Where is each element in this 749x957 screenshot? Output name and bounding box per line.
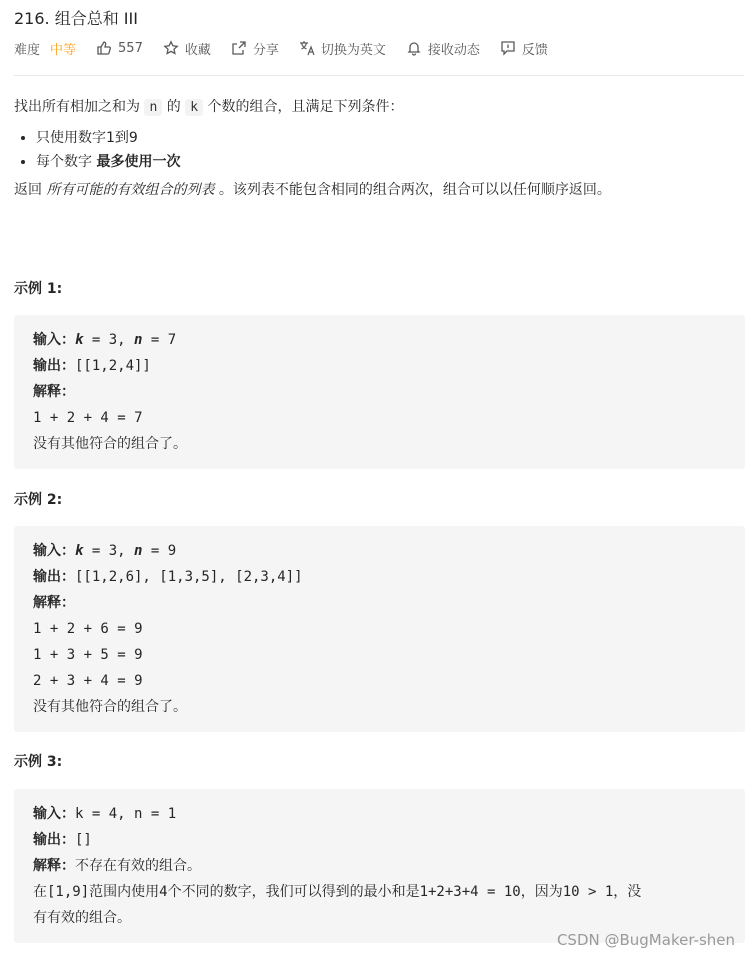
example-output xyxy=(33,353,726,379)
share-label: 分享 xyxy=(252,42,279,58)
explain-label: 解释： xyxy=(33,384,75,400)
example-box xyxy=(14,789,745,943)
switch-language-label: 切换为英文 xyxy=(320,42,386,58)
output-label: 输出： xyxy=(33,832,75,848)
subscribe-button[interactable] xyxy=(406,39,480,58)
explain-line: 2 + 3 + 4 = 9 xyxy=(33,673,143,689)
output-value: [[1,2,4]] xyxy=(75,358,151,374)
output-label: 输出： xyxy=(33,358,75,374)
example-explain xyxy=(33,590,726,616)
return-paragraph xyxy=(14,179,744,201)
output-label: 输出： xyxy=(33,569,75,585)
feedback-button[interactable] xyxy=(500,39,548,58)
explain-line: 1 + 2 + 6 = 9 xyxy=(33,621,143,637)
condition-emphasis: 最多使用一次 xyxy=(96,154,181,170)
bell-icon xyxy=(406,40,422,56)
var-k: k xyxy=(75,543,84,559)
output-value: [[1,2,6], [1,3,5], [2,3,4]] xyxy=(75,569,303,585)
desc-text: 的 xyxy=(166,99,181,115)
example-output xyxy=(33,564,726,590)
example-output xyxy=(33,827,726,853)
return-text: 。该列表不能包含相同的组合两次，组合可以以任何顺序返回。 xyxy=(218,182,611,198)
feedback-icon xyxy=(500,40,516,56)
problem-toolbar xyxy=(14,38,568,58)
input-label: 输入： xyxy=(33,332,75,348)
thumbs-up-icon xyxy=(96,40,112,56)
input-value: = 9 xyxy=(142,543,177,559)
condition-item xyxy=(36,151,744,173)
var-n: n xyxy=(134,543,143,559)
desc-text: 找出所有相加之和为 xyxy=(14,99,140,115)
input-label: 输入： xyxy=(33,543,75,559)
condition-item xyxy=(36,127,744,149)
input-label: 输入： xyxy=(33,806,75,822)
feedback-label: 反馈 xyxy=(521,42,548,58)
return-text: 返回 xyxy=(14,182,42,198)
example-input xyxy=(33,327,726,353)
page-title: 216. 组合总和 III xyxy=(14,9,138,28)
return-emphasis: 所有可能的有效组合的列表 xyxy=(46,182,215,198)
difficulty-value: 中等 xyxy=(50,42,77,58)
subscribe-label: 接收动态 xyxy=(427,42,480,58)
share-icon xyxy=(231,40,247,56)
explain-note: 没有其他符合的组合了。 xyxy=(33,699,187,715)
collect-label: 收藏 xyxy=(184,42,211,58)
example-box xyxy=(14,315,745,469)
problem-description xyxy=(14,96,744,201)
condition-list xyxy=(14,127,744,173)
share-button[interactable] xyxy=(231,39,279,58)
var-n: n xyxy=(134,332,143,348)
example-title: 示例 1: xyxy=(14,281,63,297)
condition-text: 每个数字 xyxy=(36,154,92,170)
example-explain xyxy=(33,853,726,879)
output-value: [] xyxy=(75,832,92,848)
example-box xyxy=(14,526,745,732)
inline-code-n: n xyxy=(144,99,162,116)
explain-label: 解释： xyxy=(33,858,75,874)
collect-button[interactable] xyxy=(163,39,211,58)
inline-code-k: k xyxy=(185,99,203,116)
input-value: k = 4, n = 1 xyxy=(75,806,177,822)
example-explain xyxy=(33,379,726,405)
example-title: 示例 2: xyxy=(14,492,63,508)
explain-note: 有有效的组合。 xyxy=(33,910,131,926)
star-icon xyxy=(163,40,179,56)
desc-text: 个数的组合，且满足下列条件： xyxy=(207,99,404,115)
var-k: k xyxy=(75,332,84,348)
input-value: = 3, xyxy=(83,332,135,348)
difficulty-label: 难度 xyxy=(14,42,41,58)
explain-label: 解释： xyxy=(33,595,75,611)
description-paragraph xyxy=(14,96,744,119)
difficulty xyxy=(14,39,76,58)
example-title: 示例 3: xyxy=(14,754,63,770)
input-value: = 7 xyxy=(142,332,177,348)
watermark: CSDN @BugMaker-shen xyxy=(556,931,735,949)
translate-icon xyxy=(299,40,315,56)
example-input xyxy=(33,538,726,564)
input-value: = 3, xyxy=(83,543,135,559)
like-count: 557 xyxy=(118,40,143,56)
explain-line: 1 + 3 + 5 = 9 xyxy=(33,647,143,663)
explain-note: 没有其他符合的组合了。 xyxy=(33,436,187,452)
divider xyxy=(14,75,744,76)
explain-note: 在[1,9]范围内使用4个不同的数字，我们可以得到的最小和是1+2+3+4 = 10，因为10 > 1，没 xyxy=(33,884,642,900)
condition-text: 只使用数字1到9 xyxy=(36,130,138,146)
example-input xyxy=(33,801,726,827)
switch-language-button[interactable] xyxy=(299,39,386,58)
explain-line: 1 + 2 + 4 = 7 xyxy=(33,410,143,426)
like-button[interactable] xyxy=(96,40,143,56)
explain-text: 不存在有效的组合。 xyxy=(75,858,201,874)
